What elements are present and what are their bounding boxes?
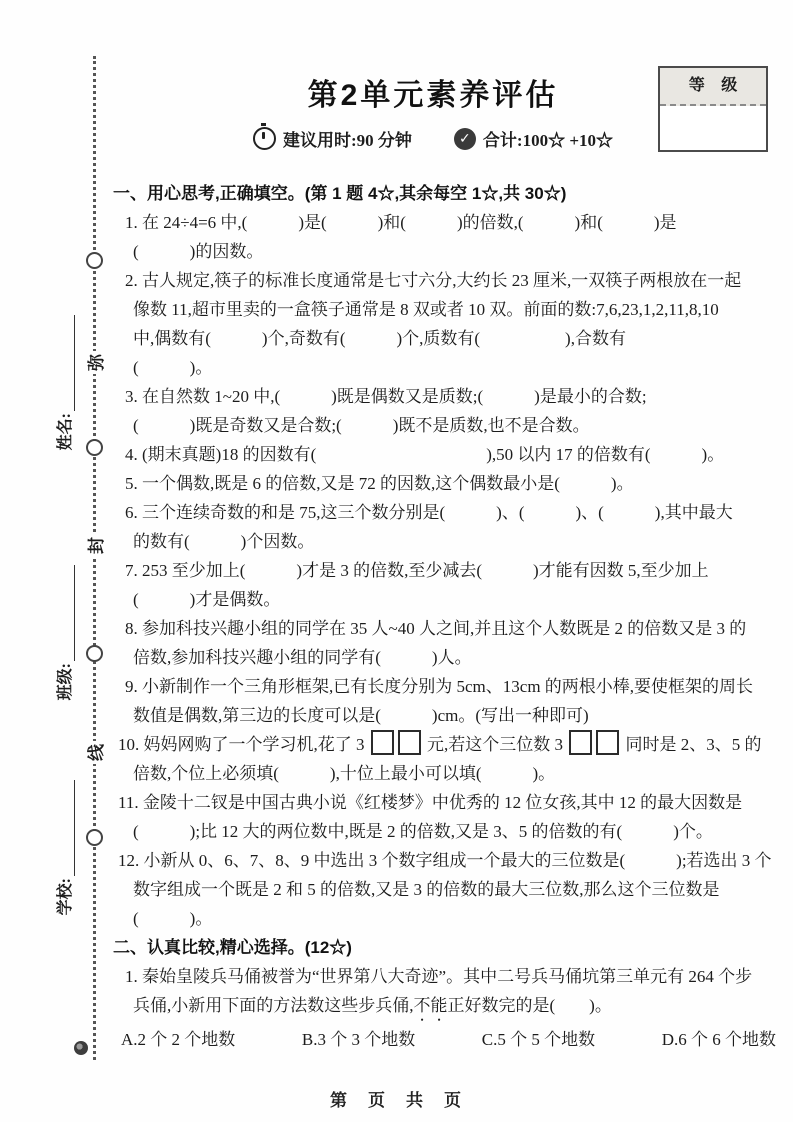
q10-text-part1: 10. 妈妈网购了一个学习机,花了 3 (118, 735, 369, 754)
name-field (53, 315, 75, 485)
grade-box-blank[interactable] (660, 106, 766, 148)
paper-title: 第2单元素养评估 (307, 79, 559, 112)
seal-char-feng: 封 (82, 534, 107, 557)
question-line: 的数有( )个因数。 (133, 532, 315, 551)
total-score-item (454, 126, 613, 151)
suggested-time-text: 建议用时:90 分钟 (282, 131, 412, 150)
question-line: 3. 在自然数 1~20 中,( )既是偶数又是质数;( )是最小的合数; (125, 387, 647, 406)
option-b: B.3 个 3 个地数 (301, 1030, 416, 1049)
q1-text-part1: 兵俑,小新用下面的方法数这些步兵俑, (133, 996, 414, 1015)
seal-stamp-icon (74, 1041, 88, 1055)
seal-circle-icon (86, 829, 103, 846)
question-line: ( )。 (133, 909, 213, 928)
paper-meta-row (113, 126, 753, 151)
check-icon (454, 128, 476, 150)
digit-box[interactable] (371, 730, 394, 755)
section2-heading: 二、认真比较,精心选择。(12☆) (113, 938, 352, 957)
question-line: 倍数,个位上必须填( ),十位上最小可以填( )。 (133, 764, 556, 783)
question-line (118, 730, 779, 759)
digit-box[interactable] (596, 730, 619, 755)
question-line: 5. 一个偶数,既是 6 的倍数,又是 72 的因数,这个偶数最小是( )。 (125, 474, 634, 493)
name-blank-line[interactable] (60, 315, 75, 411)
grade-box-label: 等 级 (660, 68, 766, 106)
q1-text-part2: 正好数完的是( )。 (447, 996, 612, 1015)
question-line: 倍数,参加科技兴趣小组的同学有( )人。 (133, 648, 472, 667)
questions-area (113, 179, 779, 1054)
question-line: ( );比 12 大的两位数中,既是 2 的倍数,又是 3、5 的倍数的有( )个。 (133, 822, 713, 841)
question-line: ( )才是偶数。 (133, 590, 281, 609)
question-line: 8. 参加科技兴趣小组的同学在 35 人~40 人之间,并且这个人数既是 2 的倍数又是 3 的 (125, 619, 747, 638)
class-field (53, 565, 75, 735)
question-line: 12. 小新从 0、6、7、8、9 中选出 3 个数字组成一个最大的三位数是( );若选出 3 个 (118, 851, 772, 870)
question-line: 数值是偶数,第三边的长度可以是( )cm。(写出一种即可) (133, 706, 589, 725)
question-line: 数字组成一个既是 2 和 5 的倍数,又是 3 的倍数的最大三位数,那么这个三位数是 (133, 880, 720, 899)
class-label: 班级: (57, 663, 74, 701)
seal-dotted-line (93, 56, 96, 1060)
option-c: C.5 个 5 个地数 (481, 1030, 596, 1049)
page-footer: 第 页 共 页 (330, 1091, 463, 1110)
class-blank-line[interactable] (60, 565, 75, 661)
seal-circle-icon (86, 252, 103, 269)
total-score-text: 合计:100☆ +10☆ (482, 131, 614, 150)
choice-options-row (121, 1025, 776, 1054)
section1-heading: 一、用心思考,正确填空。(第 1 题 4☆,其余每空 1☆,共 30☆) (113, 184, 567, 203)
option-d: D.6 个 6 个地数 (661, 1030, 776, 1049)
digit-box[interactable] (569, 730, 592, 755)
school-field (53, 780, 75, 950)
stopwatch-icon (253, 127, 276, 150)
option-a: A.2 个 2 个地数 (121, 1030, 236, 1049)
q10-text-part2: 元,若这个三位数 3 (422, 735, 568, 754)
school-blank-line[interactable] (60, 780, 75, 876)
question-line: ( )既是奇数又是合数;( )既不是质数,也不是合数。 (133, 416, 590, 435)
question-line: 11. 金陵十二钗是中国古典小说《红楼梦》中优秀的 12 位女孩,其中 12 的最大因数是 (118, 793, 743, 812)
suggested-time-item (253, 126, 412, 151)
question-line: 1. 在 24÷4=6 中,( )是( )和( )的倍数,( )和( )是 (125, 213, 677, 232)
emphasized-text: 不能 (413, 996, 448, 1015)
q10-text-part3: 同时是 2、3、5 的 (621, 735, 762, 754)
school-label: 学校: (57, 878, 74, 916)
question-line: 4. (期末真题)18 的因数有( ),50 以内 17 的倍数有( )。 (125, 445, 725, 464)
name-label: 姓名: (57, 413, 74, 451)
seal-char-mi: 弥 (82, 351, 107, 374)
seal-circle-icon (86, 645, 103, 662)
question-line (133, 991, 779, 1025)
question-line: 7. 253 至少加上( )才是 3 的倍数,至少减去( )才能有因数 5,至少加上 (125, 561, 709, 580)
seal-char-xian: 线 (82, 741, 107, 764)
seal-circle-icon (86, 439, 103, 456)
question-line: 9. 小新制作一个三角形框架,已有长度分别为 5cm、13cm 的两根小棒,要使框架的周长 (125, 677, 754, 696)
question-line: ( )的因数。 (133, 242, 264, 261)
question-line: 像数 11,超市里卖的一盒筷子通常是 8 双或者 10 双。前面的数:7,6,23,1,2,11,8,10 (133, 300, 719, 319)
paper-header (113, 70, 753, 151)
digit-box[interactable] (398, 730, 421, 755)
question-line: 2. 古人规定,筷子的标准长度通常是七寸六分,大约长 23 厘米,一双筷子两根放在一起 (125, 271, 742, 290)
question-line: ( )。 (133, 358, 213, 377)
grade-box (658, 66, 768, 152)
question-line: 中,偶数有( )个,奇数有( )个,质数有( ),合数有 (133, 329, 626, 348)
question-line: 6. 三个连续奇数的和是 75,这三个数分别是( )、( )、( ),其中最大 (125, 503, 733, 522)
question-line: 1. 秦始皇陵兵马俑被誉为“世界第八大奇迹”。其中二号兵马俑坑第三单元有 264 个步 (125, 967, 753, 986)
